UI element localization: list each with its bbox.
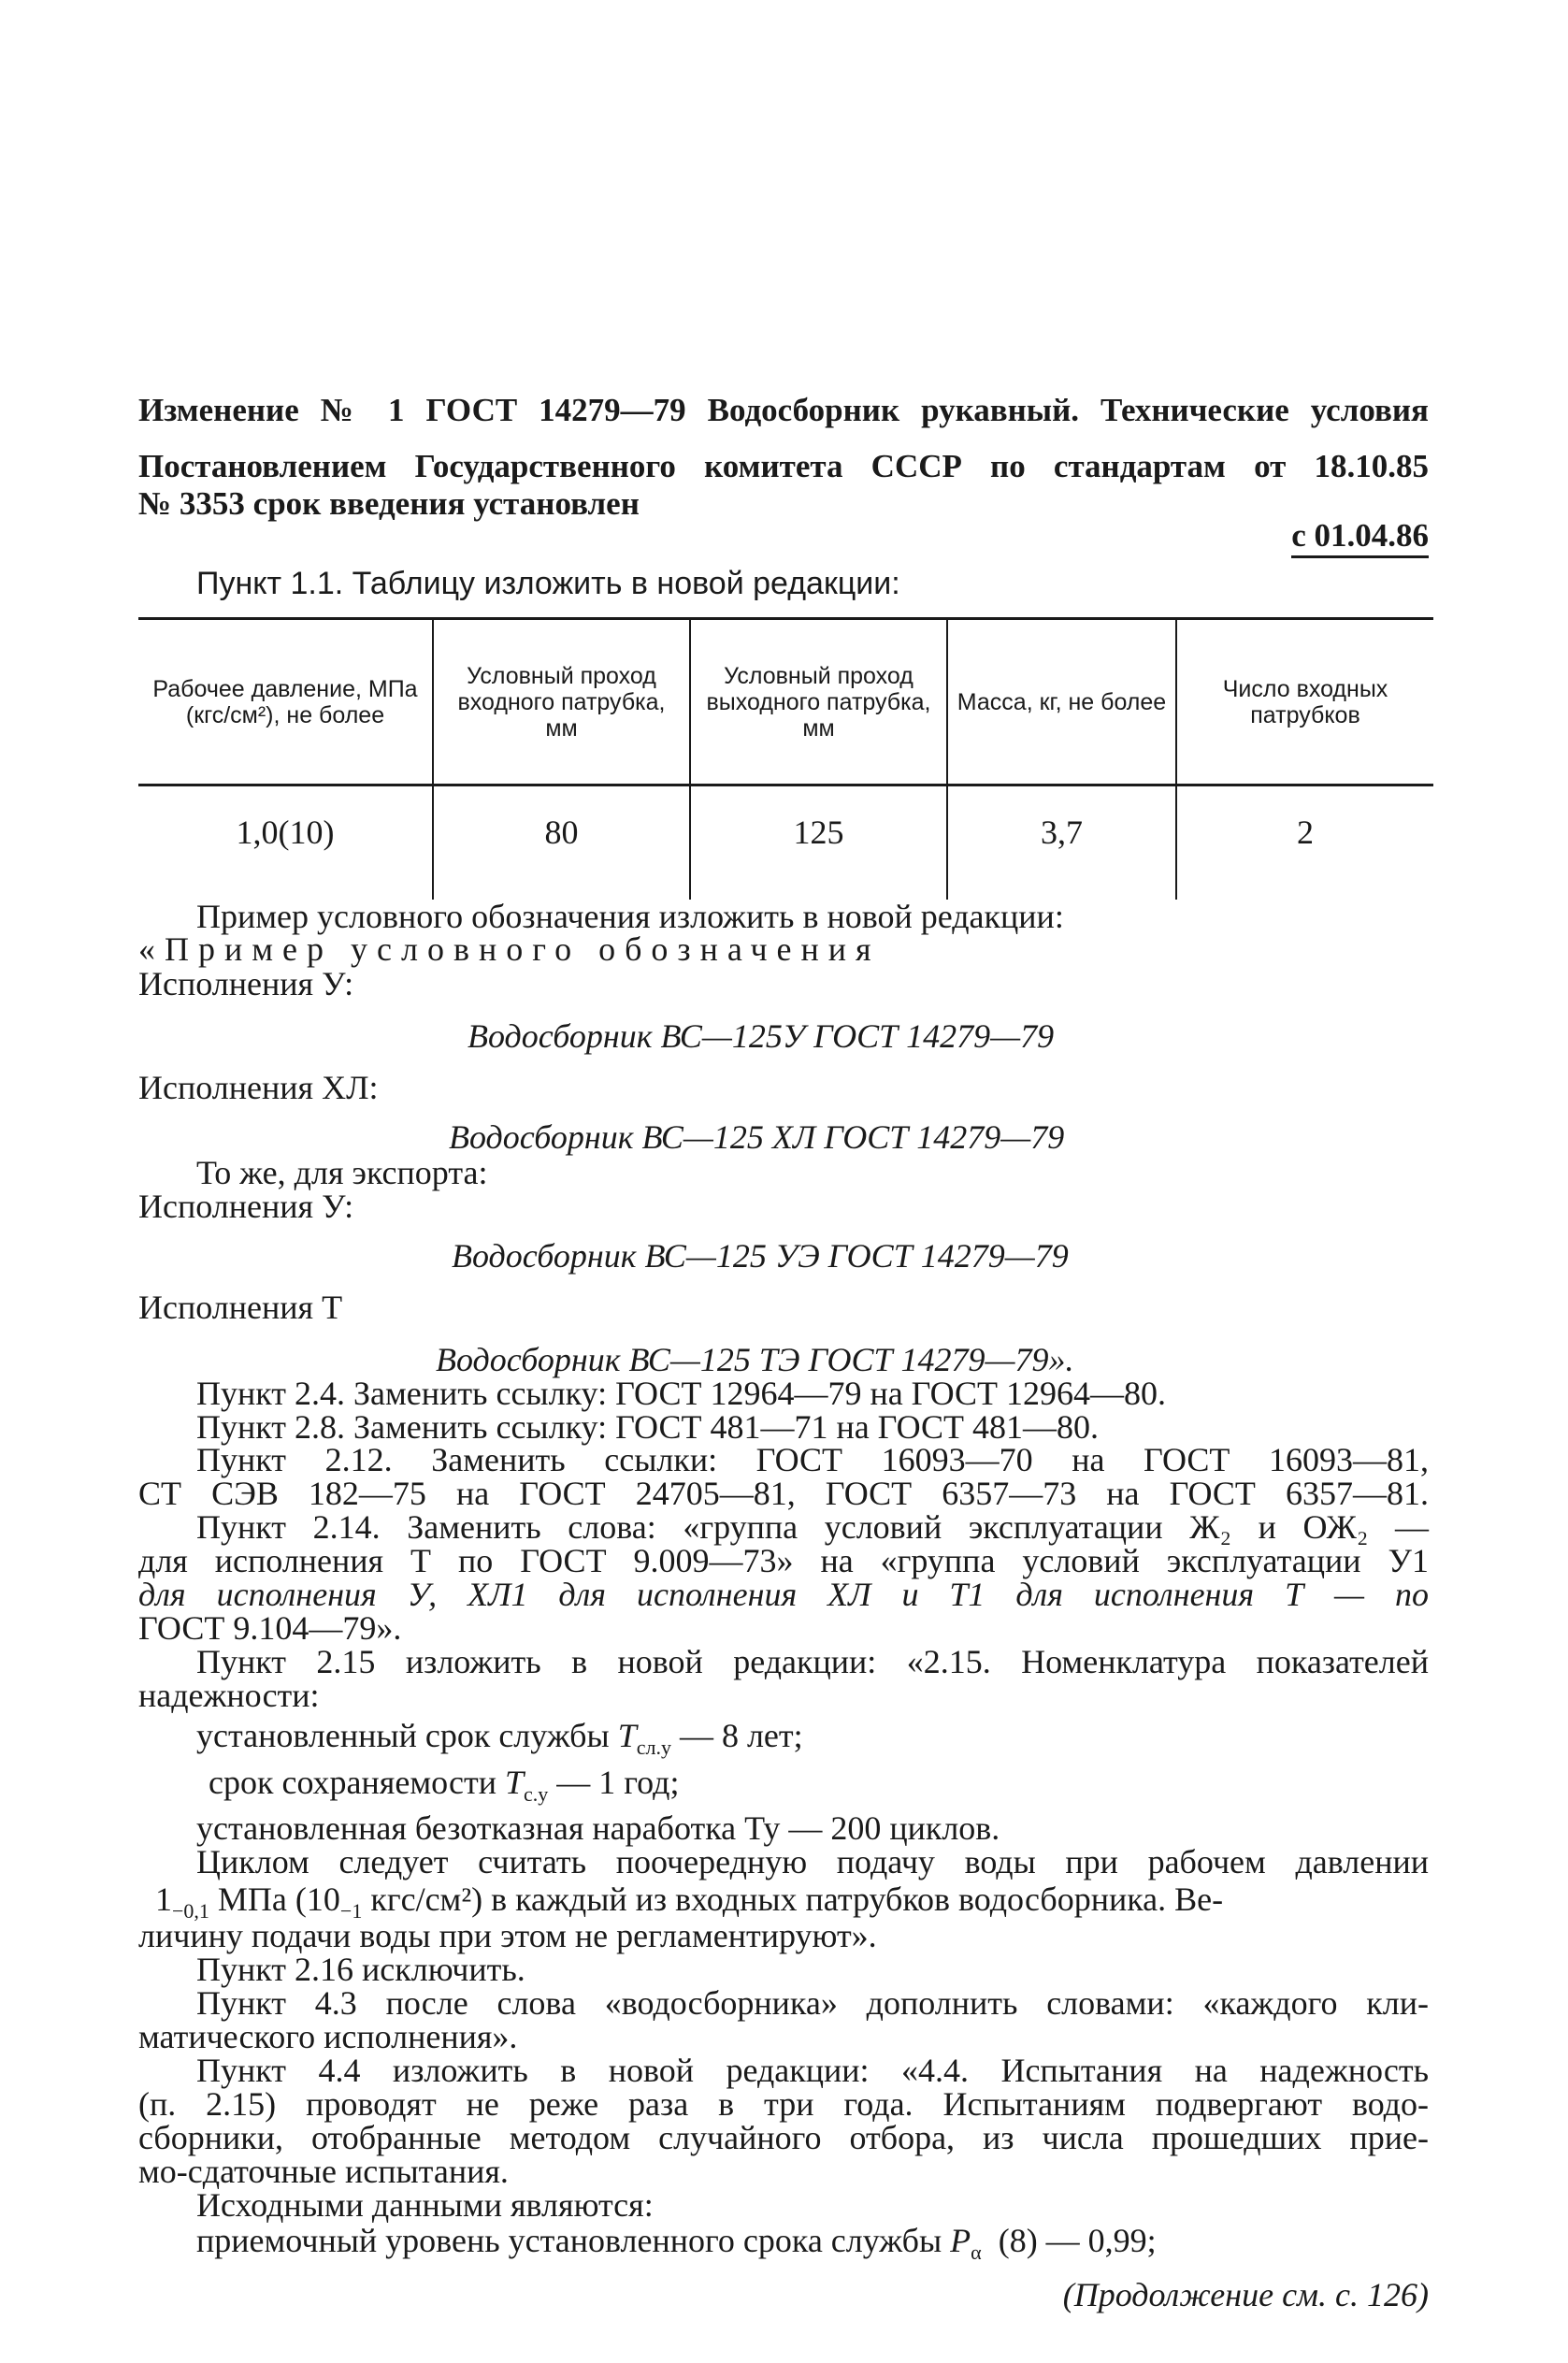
pressure-mpa: 1 [155,1880,172,1918]
cycle-definition-cont2: личину подачи воды при этом не регламентируют». [138,1917,877,1954]
acceptance-level-label: приемочный уровень установленного срока службы [196,2222,942,2259]
resolution-number-line: № 3353 срок введения установлен [138,485,640,522]
failure-free-line: установленная безотказная наработка Ту — 200 циклов. [196,1809,1000,1847]
acceptance-level-subscript: α [971,2241,982,2265]
clause-4-4-cont1: (п. 2.15) проводят не реже раза в три года. Испытаниям подвергают водо- [138,2085,1429,2123]
clause-2-15: Пункт 2.15 изложить в новой редакции: «2.15. Номенклатура показателей [196,1643,1429,1680]
export-label: То же, для экспорта: [196,1154,488,1191]
change-title: Изменение № 1 ГОСТ 14279—79 Водосборник рукавный. Технические условия [138,392,1429,428]
service-life-subscript: сл.у [636,1736,671,1760]
variant-u-designation: Водосборник ВС—125У ГОСТ 14279—79 [468,1017,1055,1055]
clause-2-14-cont3: ГОСТ 9.104—79». [138,1609,402,1647]
pressure-mpa-tolerance: −0,1 [172,1899,209,1924]
pressure-kgf: МПа (10 [209,1880,340,1918]
service-life-value: — 8 лет; [679,1717,803,1754]
acceptance-level-symbol: P [950,2222,971,2259]
table-header-row [138,619,1433,785]
resolution-line: Постановлением Государственного комитета СССР по стандартам от 18.10.85 [138,448,1429,484]
cycle-definition-cont1 [155,1880,1224,1924]
variant-u-label: Исполнения У: [138,965,354,1002]
header-pressure: Рабочее давление, МПа (кгс/см²), не более [138,619,433,785]
service-life-symbol: T [617,1717,637,1754]
source-data-line: Исходными данными являются: [196,2186,654,2224]
example-heading: «Пример условного обозначения [138,930,881,968]
pressure-kgf-tolerance: −1 [339,1899,363,1924]
header-inlet-count: Число входных патрубков [1176,619,1433,785]
cell-inlet-bore: 80 [433,785,690,901]
clause-4-3: Пункт 4.3 после слова «водосборника» дополнить словами: «каждого кли- [196,1984,1429,2022]
storage-life-value: — 1 год; [556,1764,680,1801]
clause-2-12-cont: СТ СЭВ 182—75 на ГОСТ 24705—81, ГОСТ 6357—73 на ГОСТ 6357—81. [138,1475,1429,1512]
acceptance-level-line [196,2222,1157,2265]
clause-2-4: Пункт 2.4. Заменить ссылку: ГОСТ 12964—79 на ГОСТ 12964—80. [196,1375,1167,1412]
cell-pressure: 1,0(10) [236,814,335,851]
variant-t-designation: Водосборник ВС—125 ТЭ ГОСТ 14279—79». [436,1341,1074,1378]
header-outlet-bore: Условный проход выходного патрубка, мм [690,619,947,785]
service-life-label: установленный срок службы [196,1717,610,1754]
service-life-line [196,1717,803,1760]
effective-date: с 01.04.86 [1291,511,1429,560]
storage-life-line [209,1764,680,1807]
storage-life-subscript: с.у [524,1782,549,1807]
clause-4-3-cont: матического исполнения». [138,2018,518,2055]
header-inlet-bore: Условный проход входного патрубка, мм [433,619,690,785]
clause-2-14-cont2: для исполнения У, ХЛ1 для исполнения ХЛ и Т1 для исполнения Т — по [138,1576,1429,1613]
storage-life-label: срок сохраняемости [209,1764,496,1801]
variant-t-label: Исполнения Т [138,1289,343,1326]
clause-2-14-cont1: для исполнения Т по ГОСТ 9.009—73» на «группа условий эксплуатации У1 [138,1542,1429,1579]
storage-life-symbol: T [505,1764,525,1801]
cell-outlet-bore: 125 [690,785,947,901]
spec-table [138,617,1433,900]
example-intro: Пример условного обозначения изложить в новой редакции: [196,898,1064,935]
continuation-note: (Продолжение см. с. 126) [1062,2276,1429,2313]
clause-2-8: Пункт 2.8. Заменить ссылку: ГОСТ 481—71 на ГОСТ 481—80. [196,1408,1100,1446]
clause-4-4: Пункт 4.4 изложить в новой редакции: «4.4. Испытания на надежность [196,2052,1429,2089]
cycle-definition: Циклом следует считать поочередную подачу воды при рабочем давлении [196,1843,1429,1880]
header-mass: Масса, кг, не более [947,619,1176,785]
acceptance-level-value: (8) — 0,99; [998,2222,1157,2259]
variant-hl-label: Исполнения ХЛ: [138,1069,379,1106]
clause-2-12: Пункт 2.12. Заменить ссылки: ГОСТ 16093—70 на ГОСТ 16093—81, [196,1441,1429,1478]
clause-2-14: Пункт 2.14. Заменить слова: «группа условий эксплуатации Ж₂ и ОЖ₂ — [196,1508,1429,1546]
variant-ue-designation: Водосборник ВС—125 УЭ ГОСТ 14279—79 [452,1237,1069,1275]
table-row [138,785,1433,901]
variant-ue-label: Исполнения У: [138,1188,354,1225]
clause-2-15-cont: надежности: [138,1677,320,1714]
clause-4-4-cont3: мо-сдаточные испытания. [138,2153,509,2190]
clause-2-16: Пункт 2.16 исключить. [196,1951,525,1988]
cell-mass: 3,7 [947,785,1176,901]
clause-1-1: Пункт 1.1. Таблицу изложить в новой редакции: [196,566,900,601]
cell-inlet-count: 2 [1176,785,1433,901]
document-page [138,0,1429,2363]
cycle-definition-tail: кгс/см²) в каждый из входных патрубков водосборника. Ве- [362,1880,1224,1918]
clause-4-4-cont2: сборники, отобранные методом случайного отбора, из числа прошедших прие- [138,2119,1429,2156]
variant-hl-designation: Водосборник ВС—125 ХЛ ГОСТ 14279—79 [449,1118,1065,1156]
